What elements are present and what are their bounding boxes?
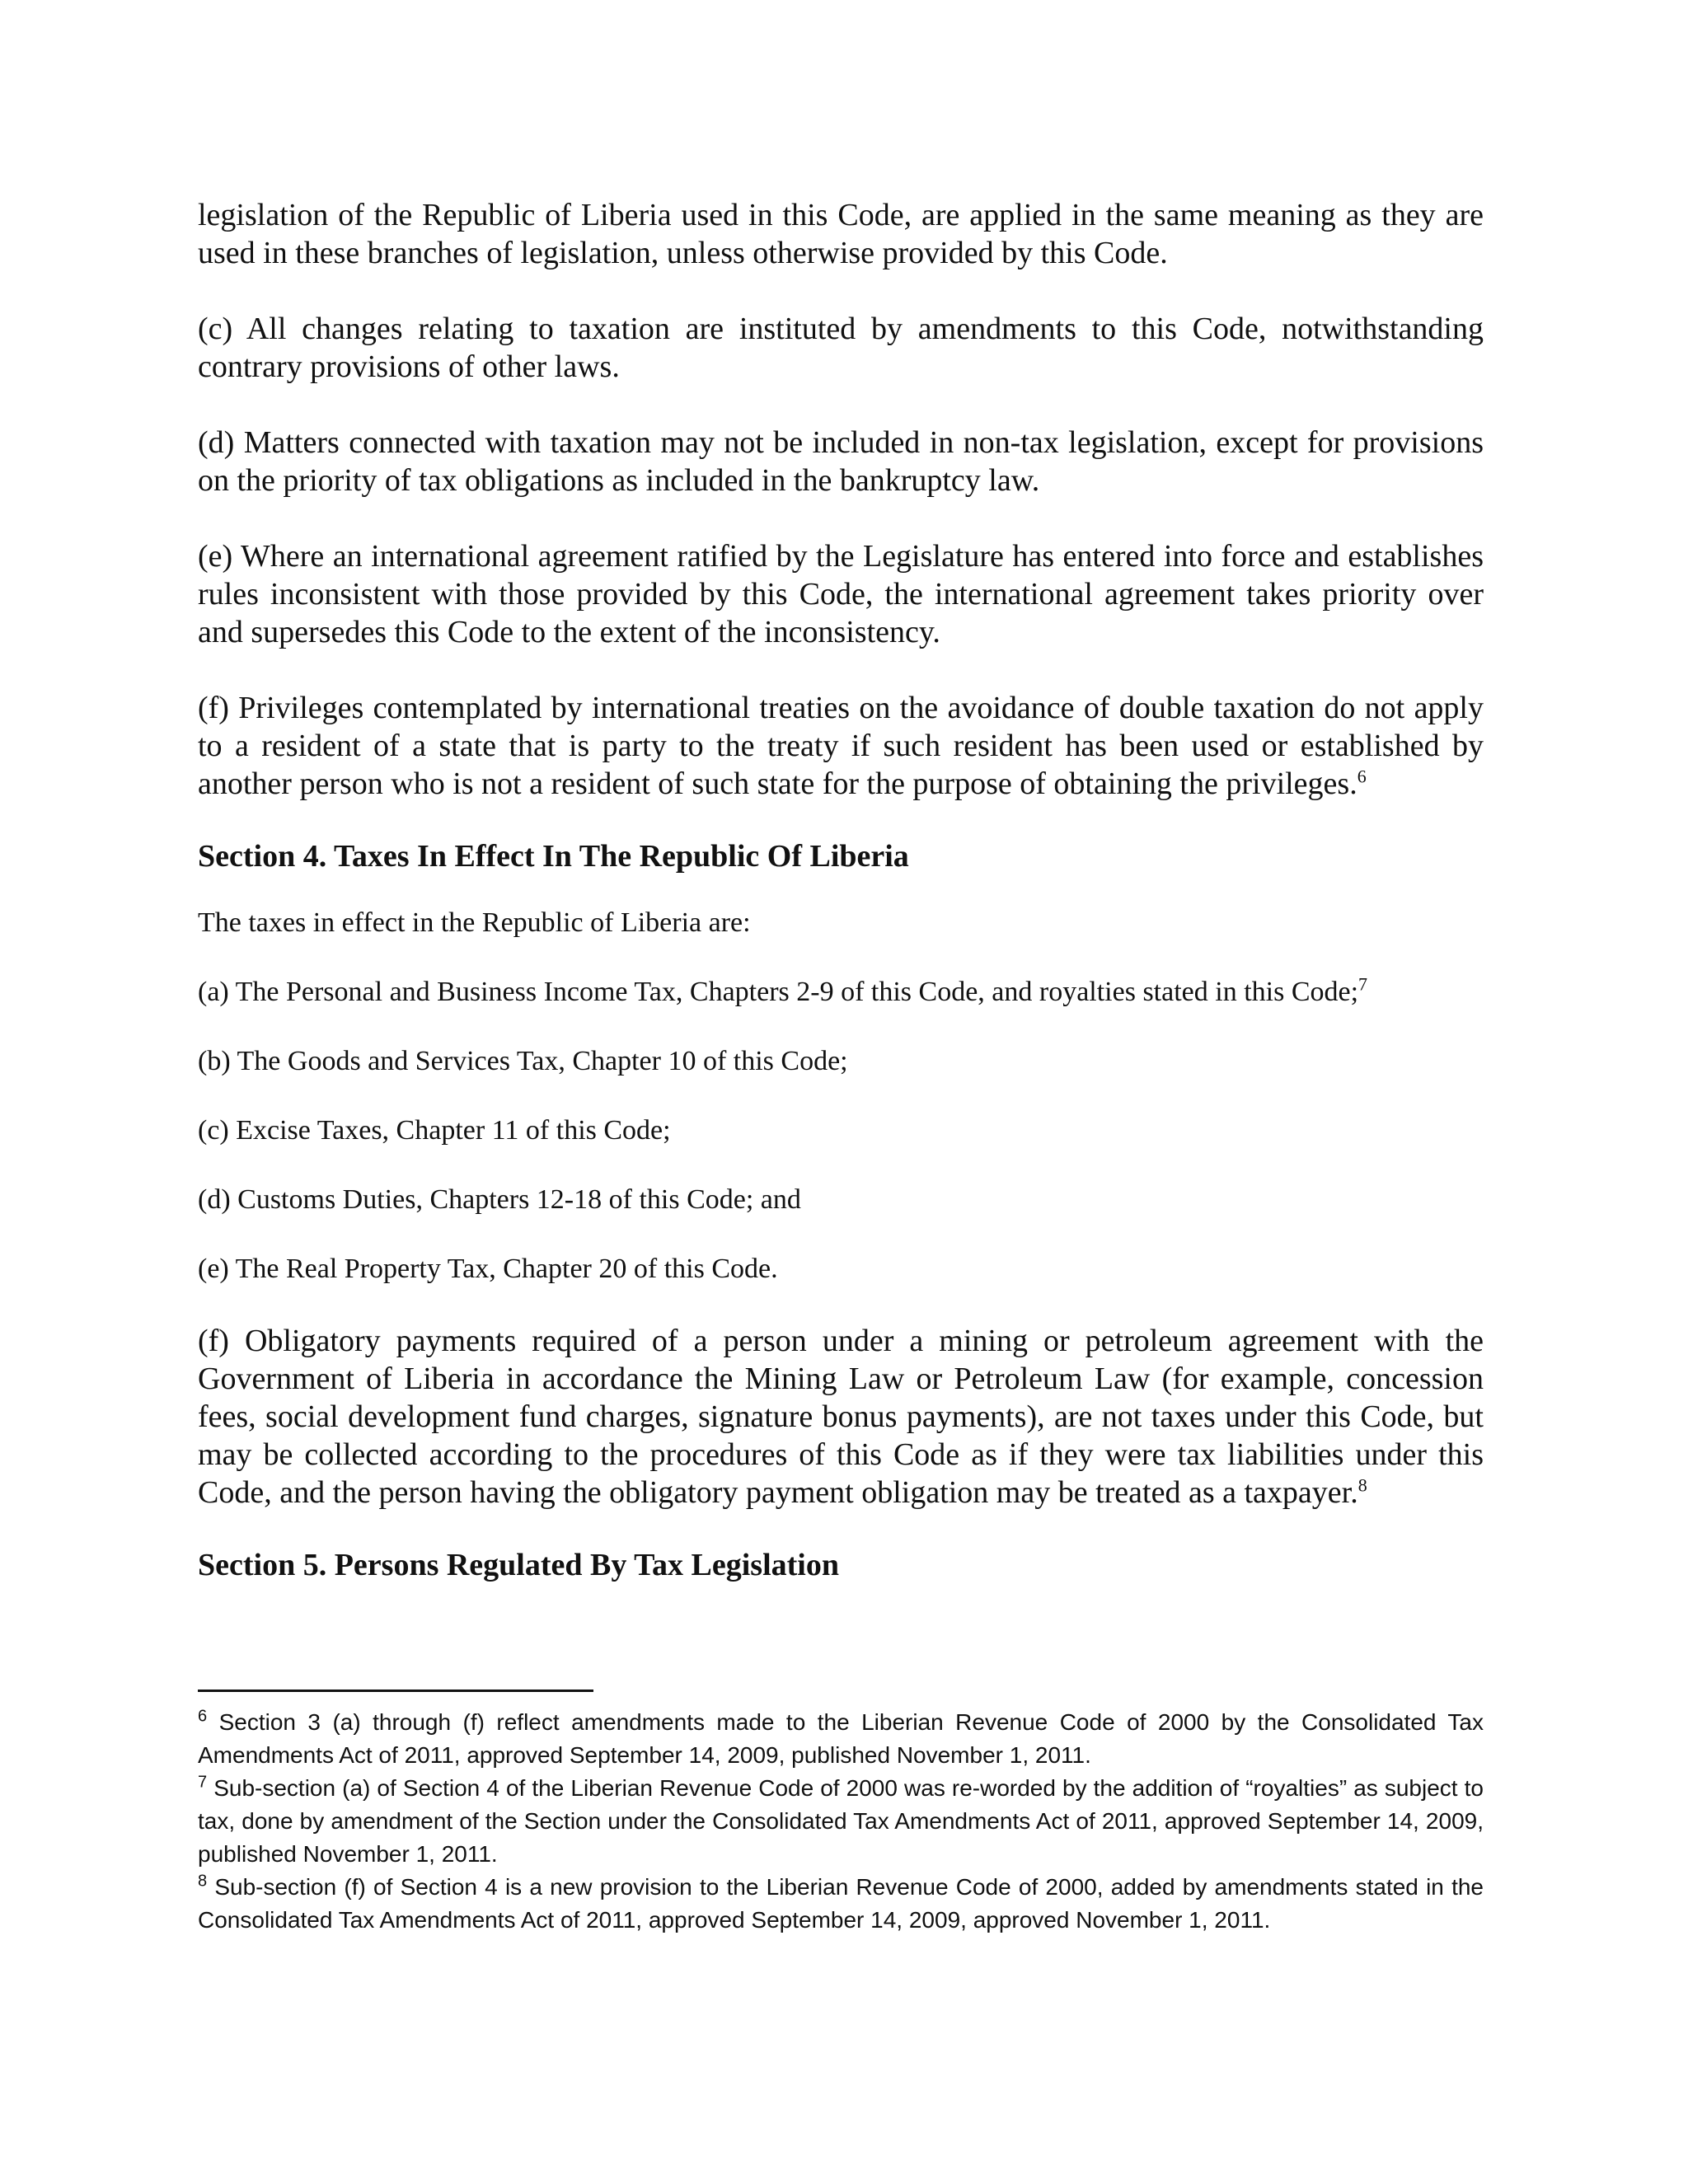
- paragraph-e: [198, 537, 1484, 651]
- footnote-text: Section 3 (a) through (f) reflect amendments made to the Liberian Revenue Code of 2000 by the Consolidated Tax Amendments Act of 2011, approved September 14, 2009, published November 1, 2011.: [198, 1709, 1484, 1768]
- section-4-item-c: (c) Excise Taxes, Chapter 11 of this Code;: [198, 1115, 671, 1146]
- footnote-number: 7: [198, 1773, 208, 1792]
- paragraph-e-text: (e) Where an international agreement ratified by the Legislature has entered into force and establishes rules inconsistent with those provided by this Code, the international agreement takes priority over and supersedes this Code to the extent of the inconsistency.: [198, 539, 1484, 649]
- footnote-text: Sub-section (f) of Section 4 is a new provision to the Liberian Revenue Code of 2000, added by amendments stated in the Consolidated Tax Amendments Act of 2011, approved September 14, 2009, approved November 1, 2011.: [198, 1874, 1484, 1933]
- paragraph-d: [198, 424, 1484, 499]
- section-4-intro: The taxes in effect in the Republic of Liberia are:: [198, 907, 751, 938]
- section-4-item-e: (e) The Real Property Tax, Chapter 20 of this Code.: [198, 1254, 778, 1284]
- section-4-item-a-text: (a) The Personal and Business Income Tax, Chapters 2-9 of this Code, and royalties stated in this Code;: [198, 977, 1359, 1007]
- footnote-ref-6[interactable]: 6: [1357, 766, 1367, 787]
- paragraph-d-text: (d) Matters connected with taxation may not be included in non-tax legislation, except for provisions on the priority of tax obligations as included in the bankruptcy law.: [198, 425, 1484, 498]
- footnote-8: [198, 1871, 1484, 1937]
- paragraph-f-text: (f) Privileges contemplated by international treaties on the avoidance of double taxation do not apply to a resident of a state that is party to the treaty if such resident has been used or established by another person who is not a resident of such state for the purpose of obtaining the privileges.: [198, 691, 1484, 801]
- footnote-ref-7[interactable]: 7: [1358, 973, 1368, 995]
- section-4-item-d: (d) Customs Duties, Chapters 12-18 of this Code; and: [198, 1184, 801, 1215]
- paragraph-c-text: (c) All changes relating to taxation are instituted by amendments to this Code, notwithstanding contrary provisions of other laws.: [198, 312, 1484, 384]
- section-4-item-f: [198, 1322, 1484, 1511]
- paragraph-f: [198, 689, 1484, 803]
- footnote-divider: [198, 1690, 593, 1692]
- section-4-heading: Section 4. Taxes In Effect In The Republic Of Liberia: [198, 839, 909, 874]
- footnote-number: 6: [198, 1707, 208, 1726]
- section-4-item-f-text: (f) Obligatory payments required of a person under a mining or petroleum agreement with the Government of Liberia in accordance the Mining Law or Petroleum Law (for example, concession fees, social development fund charges, signature bonus payments), are not taxes under this Code, but may be collected according to the procedures of this Code as if they were tax liabilities under this Code, and the person having the obligatory payment obligation may be treated as a taxpayer.: [198, 1324, 1484, 1510]
- footnote-text: Sub-section (a) of Section 4 of the Liberian Revenue Code of 2000 was re-worded by the addition of “royalties” as subject to tax, done by amendment of the Section under the Consolidated Tax Amendments Act of 2011, approved September 14, 2009, published November 1, 2011.: [198, 1775, 1484, 1867]
- footnote-ref-8[interactable]: 8: [1357, 1474, 1367, 1496]
- footnote-7: [198, 1772, 1484, 1871]
- page-body: [198, 196, 1484, 1615]
- paragraph-c: [198, 310, 1484, 386]
- section-4-item-a: [198, 973, 1484, 1009]
- footnote-6: [198, 1706, 1484, 1772]
- section-5-heading: Section 5. Persons Regulated By Tax Legislation: [198, 1548, 839, 1582]
- footnote-number: 8: [198, 1872, 208, 1891]
- section-4-item-b: (b) The Goods and Services Tax, Chapter 10 of this Code;: [198, 1046, 848, 1076]
- footnotes: [198, 1706, 1484, 1937]
- paragraph-intro: [198, 196, 1484, 272]
- paragraph-intro-text: legislation of the Republic of Liberia used in this Code, are applied in the same meaning as they are used in these branches of legislation, unless otherwise provided by this Code.: [198, 198, 1484, 270]
